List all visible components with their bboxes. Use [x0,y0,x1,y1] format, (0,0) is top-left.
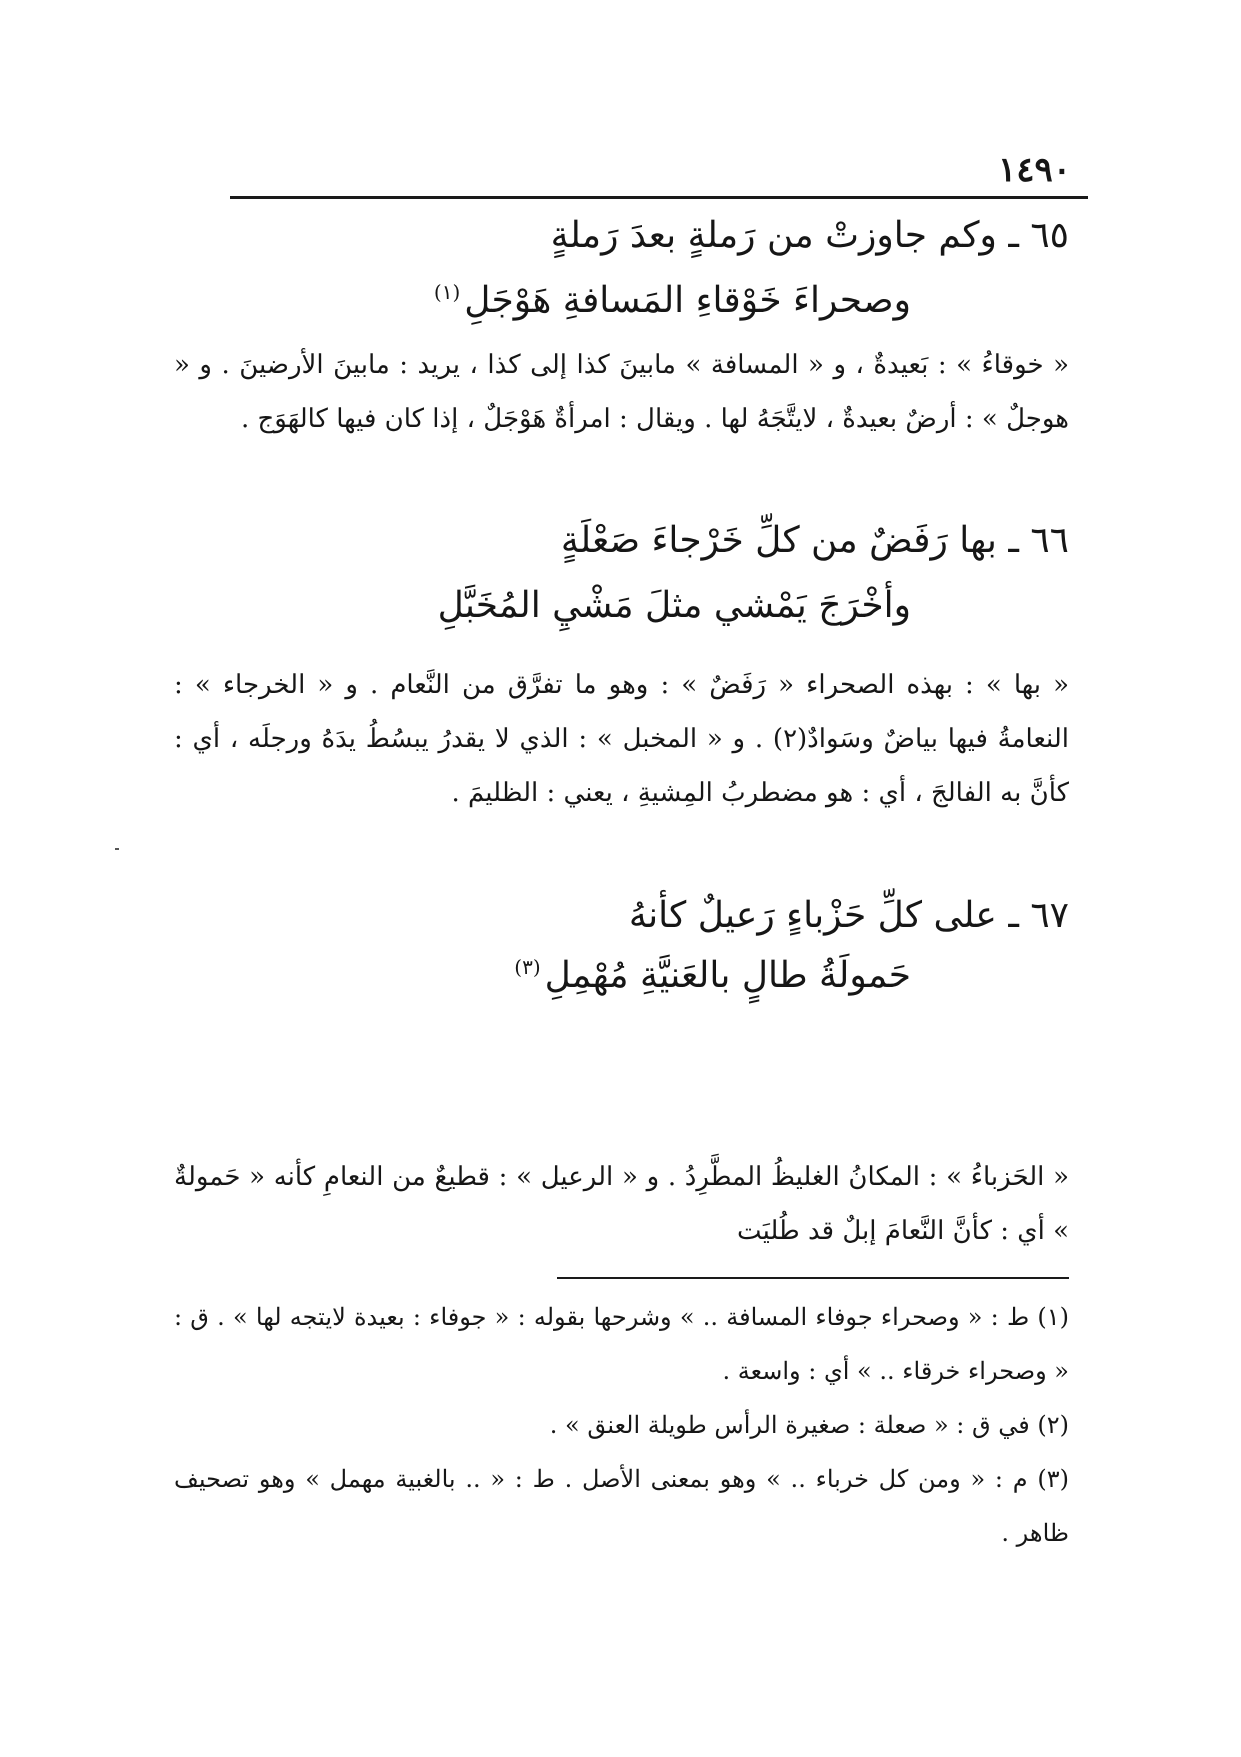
commentary-66-text: « بها » : بهذه الصحراء « رَفَضٌ » : وهو ما تفرَّق من النَّعام . و « الخرجاء » : النعامةُ فيها بياضٌ وسَوادٌ(٢) . و « المخبل » : الذي لا يقدرُ يبسُطُ يدَهُ ورجلَه ، أي : كأنَّ به الفالجَ ، أي : هو مضطربُ المِشيةِ ، يعني : الظليمَ . [174,670,1069,808]
commentary-65 [174,338,1069,446]
commentary-67-text: « الحَزباءُ » : المكانُ الغليظُ المطَّرِدُ . و « الرعيل » : قطيعٌ من النعامِ كأنه « حَمولةٌ » أي : كأنَّ النَّعامَ إبلٌ قد طُليَت [174,1162,1069,1246]
verse-66-second-hemistich [438,585,911,626]
verse-65-first-hemistich: ٦٥ ـ وكم جاوزتْ من رَملةٍ بعدَ رَملةٍ [550,215,1069,256]
footnote-1: (١) ط : « وصحراء جوفاء المسافة .. » وشرحها بقوله : « جوفاء : بعيدة لايتجه لها » . ق : « وصحراء خرقاء .. » أي : واسعة . [174,1303,1069,1385]
footnote-mark-1: (١) [433,280,461,304]
footnote-3: (٣) م : « ومن كل خرباء .. » وهو بمعنى الأصل . ط : « .. بالغبية مهمل » وهو تصحيف ظاهر . [174,1465,1069,1547]
verse-67-first-hemistich: ٦٧ ـ على كلِّ حَزْباءٍ رَعيلٌ كأنهُ [628,895,1069,936]
commentary-66 [174,658,1069,820]
verse-65-second-text: وصحراءَ خَوْقاءِ المَسافةِ هَوْجَلِ [464,280,911,321]
page-number: ١٤٩٠ [997,150,1071,190]
footnote-rule [557,1277,1069,1279]
commentary-67 [174,1150,1069,1258]
verse-66-first-hemistich: ٦٦ ـ بها رَفَضٌ من كلِّ خَرْجاءَ صَعْلَةٍ [560,520,1069,561]
verse-67-second-text: حَمولَةُ طالٍ بالعَنيَّةِ مُهْمِلِ [544,955,911,996]
footnote-2: (٢) في ق : « صعلة : صغيرة الرأس طويلة العنق » . [549,1411,1069,1439]
footnote-mark-3: (٣) [514,955,541,979]
scan-speck [115,848,119,850]
commentary-65-text: « خوقاءُ » : بَعيدةٌ ، و « المسافة » مابينَ كذا إلى كذا ، يريد : مابينَ الأرضينَ . و « هوجلٌ » : أرضٌ بعيدةٌ ، لايتَّجَهُ لها . ويقال : امرأةٌ هَوْجَلٌ ، إذا كان فيها كالهَوَج . [174,350,1069,434]
verse-67-second-hemistich [514,955,911,996]
header-rule [230,196,1088,199]
verse-66-second-text: وأخْرَجَ يَمْشي مثلَ مَشْيِ المُخَبَّلِ [437,585,911,626]
footnotes [174,1290,1069,1560]
verse-65-second-hemistich [434,280,911,321]
